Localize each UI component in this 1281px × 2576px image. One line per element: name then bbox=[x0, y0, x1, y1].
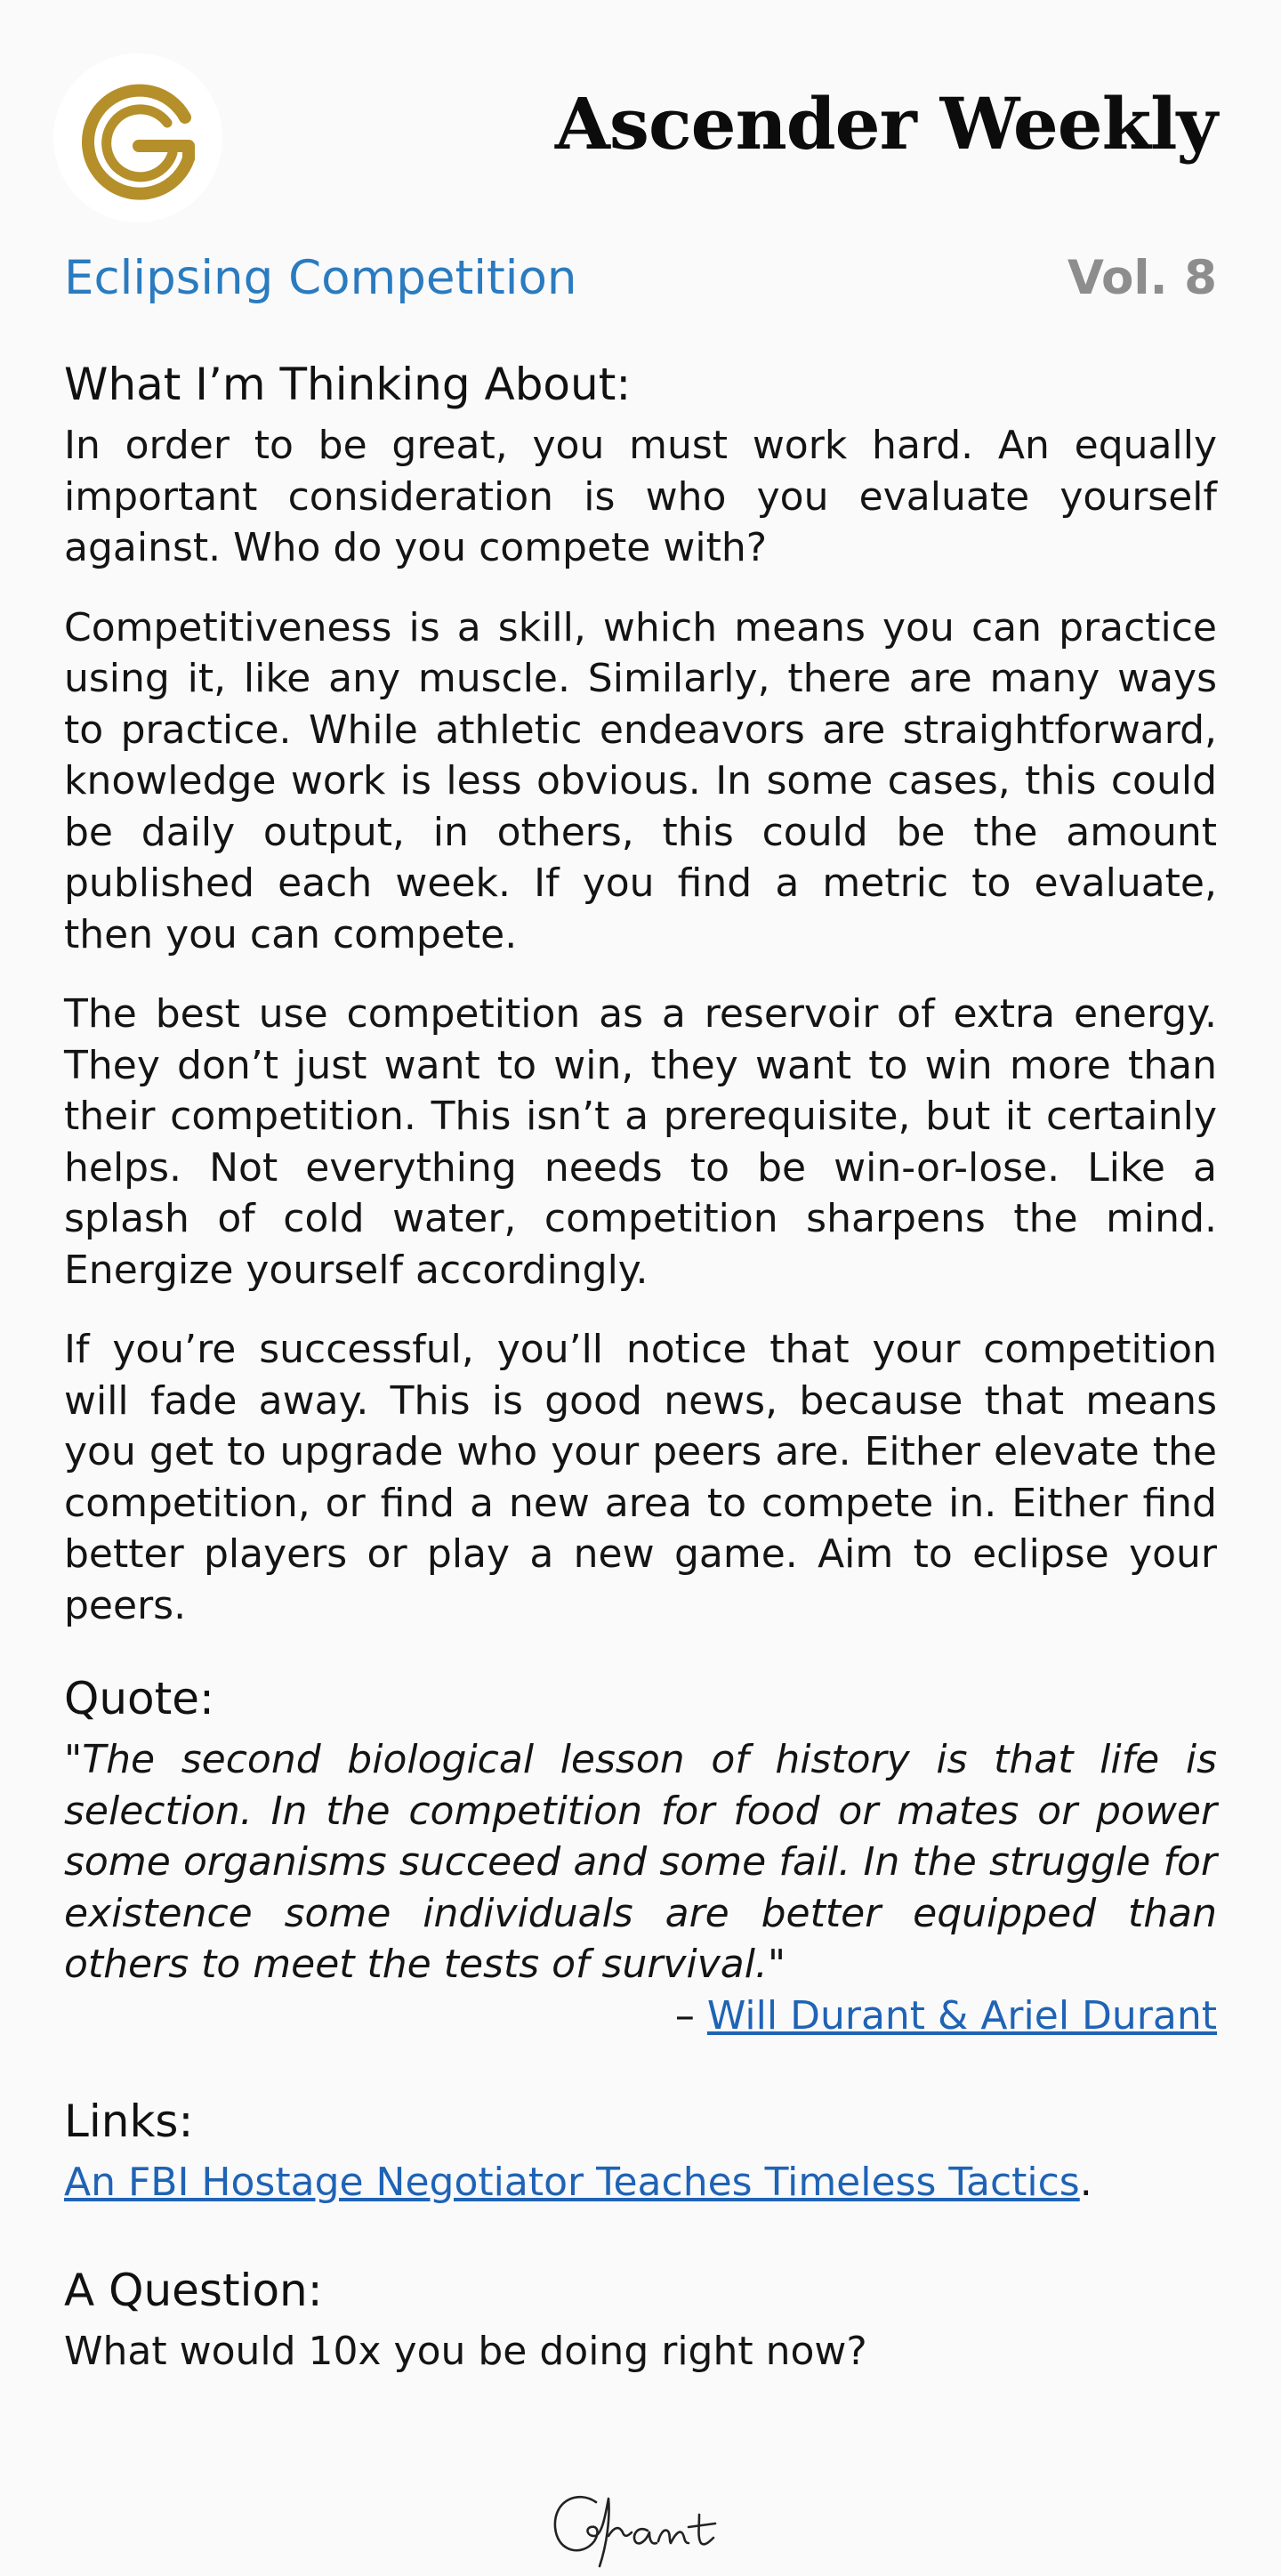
fbi-negotiator-link[interactable]: An FBI Hostage Negotiator Teaches Timeless Tactics bbox=[64, 2160, 1080, 2205]
quote-text: "The second biological lesson of history is that life is selection. In the competition for food or mates or power some organisms succeed and some fail. In the struggle for existence some individuals are better equipped than others to meet the tests of survival." bbox=[64, 1737, 1217, 1987]
handwritten-signature bbox=[543, 2483, 738, 2572]
question-heading: A Question: bbox=[64, 2264, 323, 2316]
volume-number: Vol. 8 bbox=[1067, 251, 1217, 305]
attribution-dash: – bbox=[674, 1992, 707, 2039]
links-section bbox=[64, 2093, 1217, 2209]
thinking-paragraph: Competitiveness is a skill, which means you can practice using it, like any muscle. Similarly, there are many ways to practice. While athletic endeavors are straightforward, knowledge work is less obvious. In some cases, this could be daily output, in others, this could be the amount published each week. If you find a metric to evaluate, then you can compete. bbox=[64, 604, 1217, 957]
quote-section bbox=[64, 1670, 1217, 2041]
thinking-heading: What I’m Thinking About: bbox=[64, 359, 632, 410]
thinking-paragraph: The best use competition as a reservoir of extra energy. They don’t just want to win, they want to win more than their competition. This isn’t a prerequisite, but it certainly helps. Not everything needs to be win-or-lose. Like a splash of cold water, competition sharpens the mind. Energize yourself accordingly. bbox=[64, 991, 1217, 1293]
thinking-section bbox=[64, 356, 1217, 1631]
question-section bbox=[64, 2262, 1217, 2378]
masthead-title: Ascender Weekly bbox=[554, 82, 1217, 166]
link-item bbox=[64, 2157, 1217, 2209]
issue-title: Eclipsing Competition bbox=[64, 251, 577, 305]
g-monogram-logo-icon bbox=[53, 53, 222, 222]
question-text: What would 10x you be doing right now? bbox=[64, 2328, 867, 2374]
link-suffix: . bbox=[1079, 2160, 1092, 2205]
quote-heading: Quote: bbox=[64, 1673, 214, 1724]
main-content bbox=[64, 356, 1217, 2377]
quote-attribution bbox=[64, 1991, 1217, 2042]
quote-author-link[interactable]: Will Durant & Ariel Durant bbox=[706, 1992, 1217, 2039]
thinking-paragraph: In order to be great, you must work hard. An equally important consideration is who you evaluate yourself against. Who do you compete with? bbox=[64, 423, 1217, 570]
links-heading: Links: bbox=[64, 2096, 194, 2147]
thinking-paragraph: If you’re successful, you’ll notice that your competition will fade away. This is good news, because that means you get to upgrade who your peers are. Either elevate the competition, or find a new area to compete in. Either find better players or play a new game. Aim to eclipse your peers. bbox=[64, 1327, 1217, 1628]
